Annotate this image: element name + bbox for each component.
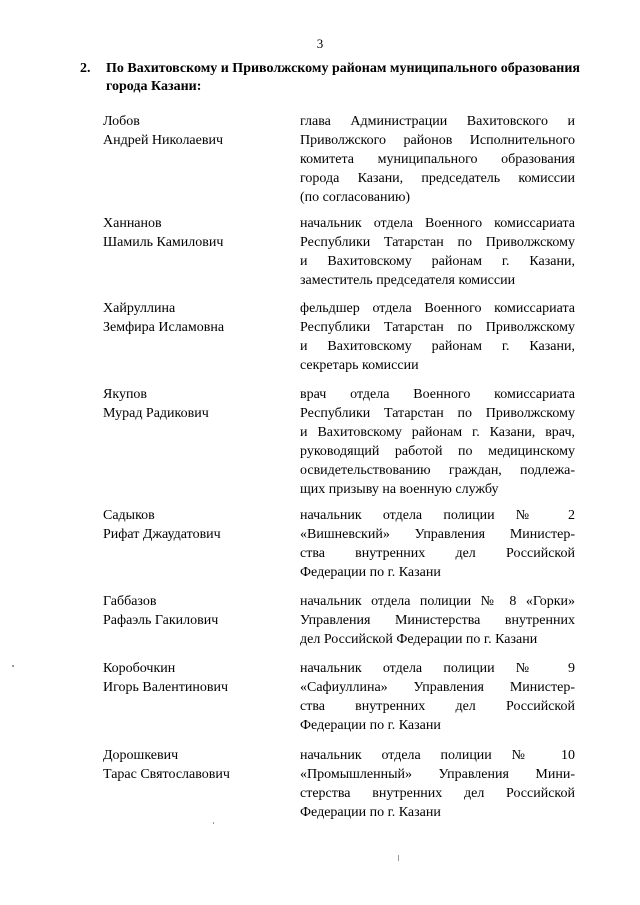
role-line: щих призыву на военную службу [300,482,499,497]
member-given-names: Игорь Валентинович [103,680,229,695]
member-given-names: Тарас Святославович [103,767,230,782]
role-line: освидетельствованию граждан, подлежа- [300,463,575,478]
section-heading [80,60,580,96]
role-line: ства внутренних дел Российской [300,546,575,561]
role-line: Республики Татарстан по Приволжскому [300,406,575,421]
section-title: По Вахитовскому и Приволжскому районам муниципального образования города Казани: [106,61,580,94]
role-line: «Сафиуллина» Управления Министер- [300,680,575,695]
member-role [300,506,575,582]
member-surname: Дорошкевич [103,748,179,763]
member-entry [103,112,575,207]
member-entry [103,592,575,649]
member-role [300,385,575,499]
member-entry [103,506,575,582]
member-role [300,592,575,649]
scan-speck [12,665,14,667]
member-entry [103,214,575,290]
member-entry [103,746,575,822]
page-number: 3 [316,36,324,51]
role-line: и Вахитовскому районам г. Казани, [300,254,575,269]
role-line: начальник отдела полиции № 8 «Горки» [300,594,575,609]
role-line: начальник отдела полиции № 10 [300,748,575,763]
member-role [300,659,575,735]
role-line: начальник отдела Военного комиссариата [300,216,575,231]
member-role [300,112,575,207]
member-name [103,506,283,544]
role-line: и Вахитовскому районам г. Казани, врач, [300,425,575,440]
role-line: Федерации по г. Казани [300,805,441,820]
member-surname: Хайруллина [103,301,176,316]
role-line: секретарь комиссии [300,358,419,373]
role-line: города Казани, председатель комиссии [300,171,575,186]
member-surname: Коробочкин [103,661,176,676]
member-entry [103,299,575,375]
role-line: Приволжского районов Исполнительного [300,133,575,148]
role-line: фельдшер отдела Военного комиссариата [300,301,575,316]
role-line: Республики Татарстан по Приволжскому [300,320,575,335]
member-given-names: Мурад Радикович [103,406,209,421]
role-line: глава Администрации Вахитовского и [300,114,575,129]
member-surname: Габбазов [103,594,157,609]
member-surname: Якупов [103,387,148,402]
role-line: руководящий работой по медицинскому [300,444,575,459]
member-name [103,299,283,337]
role-line: и Вахитовскому районам г. Казани, [300,339,575,354]
role-line: «Вишневский» Управления Министер- [300,527,575,542]
role-line: Федерации по г. Казани [300,718,441,733]
member-role [300,214,575,290]
member-given-names: Рафаэль Гакилович [103,613,219,628]
role-line: «Промышленный» Управления Мини- [300,767,575,782]
role-line: ства внутренних дел Российской [300,699,575,714]
role-line: Федерации по г. Казани [300,565,441,580]
scan-speck [398,855,399,861]
member-role [300,746,575,822]
member-entry [103,385,575,499]
member-name [103,214,283,252]
role-line: Управления Министерства внутренних [300,613,575,628]
member-surname: Ханнанов [103,216,162,231]
section-number: 2. [80,61,91,76]
member-surname: Садыков [103,508,155,523]
role-line: врач отдела Военного комиссариата [300,387,575,402]
member-name [103,659,283,697]
role-line: комитета муниципального образования [300,152,575,167]
member-given-names: Шамиль Камилович [103,235,224,250]
role-line: начальник отдела полиции № 9 [300,661,575,676]
member-name [103,385,283,423]
scan-speck [213,822,214,824]
role-line: стерства внутренних дел Российской [300,786,575,801]
role-line: заместитель председателя комиссии [300,273,516,288]
member-given-names: Рифат Джаудатович [103,527,221,542]
member-name [103,592,283,630]
member-entry [103,659,575,735]
role-line: (по согласованию) [300,190,411,205]
member-surname: Лобов [103,114,140,129]
role-line: начальник отдела полиции № 2 [300,508,575,523]
member-given-names: Земфира Исламовна [103,320,225,335]
member-given-names: Андрей Николаевич [103,133,223,148]
member-name [103,746,283,784]
role-line: дел Российской Федерации по г. Казани [300,632,538,647]
member-name [103,112,283,150]
role-line: Республики Татарстан по Приволжскому [300,235,575,250]
member-role [300,299,575,375]
